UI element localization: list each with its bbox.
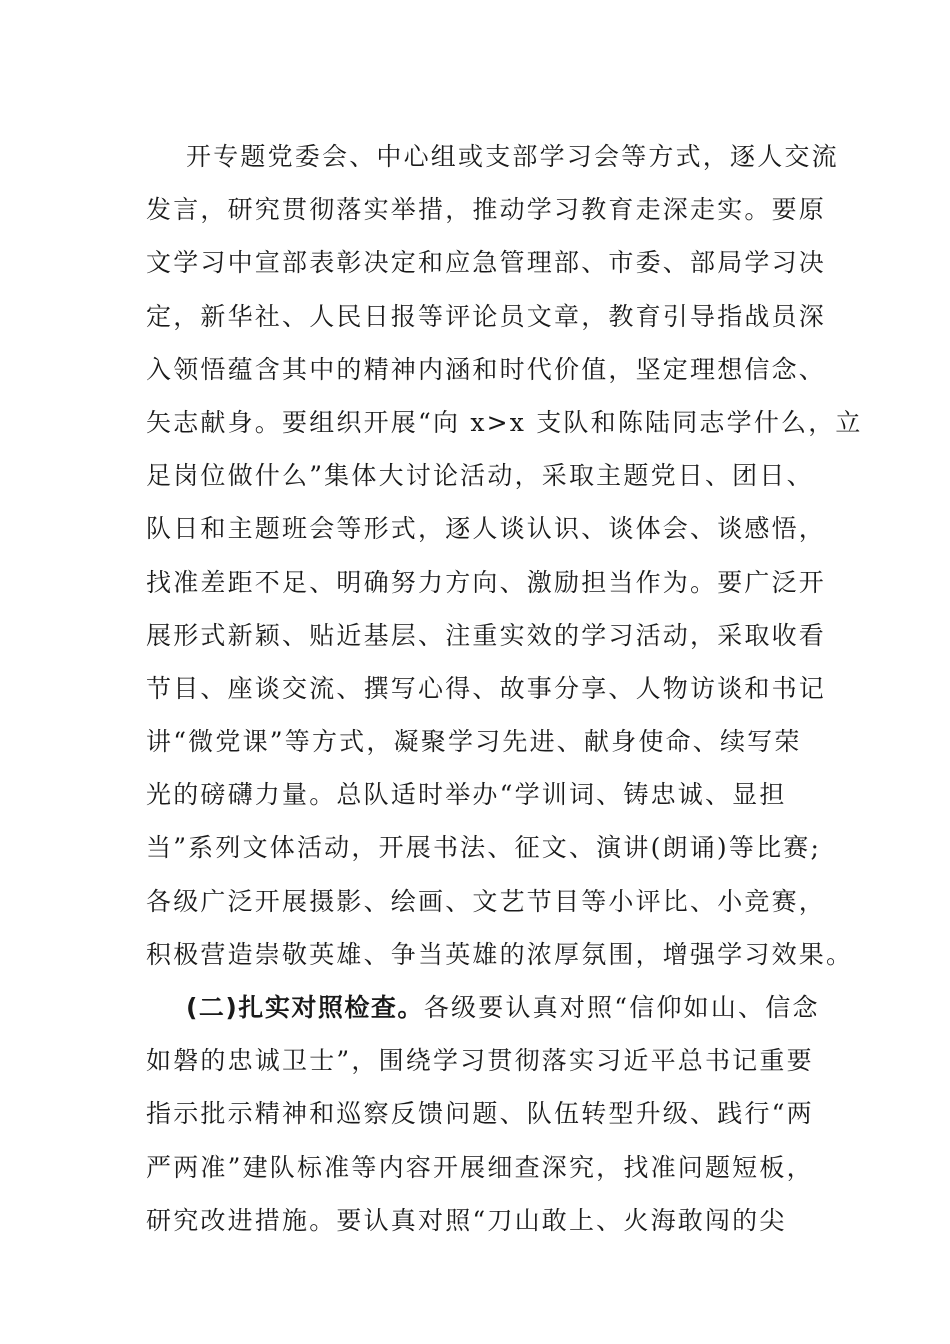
paragraph-line: 积极营造崇敬英雄、争当英雄的浓厚氛围，增强学习效果。 — [146, 939, 854, 969]
paragraph-line: 开专题党委会、中心组或支部学习会等方式，逐人交流 — [186, 142, 839, 171]
paragraph-line: 研究改进措施。要认真对照“刀山敢上、火海敢闯的尖 — [146, 1205, 787, 1235]
paragraph-line: 各级广泛开展摄影、绘画、文艺节目等小评比、小竞赛， — [146, 886, 827, 916]
paragraph-line: 队日和主题班会等形式，逐人谈认识、谈体会、谈感悟， — [146, 514, 827, 544]
paragraph-line: 矢志献身。要组织开展“向 x>x 支队和陈陆同志学什么，立 — [146, 407, 863, 437]
paragraph-line: 节目、座谈交流、撰写心得、故事分享、人物访谈和书记 — [146, 673, 827, 703]
paragraph-line: 入领悟蕴含其中的精神内涵和时代价值，坚定理想信念、 — [146, 354, 827, 384]
paragraph-line: 找准差距不足、明确努力方向、激励担当作为。要广泛开 — [146, 567, 827, 597]
paragraph-line: 指示批示精神和巡察反馈问题、队伍转型升级、践行“两 — [146, 1099, 814, 1129]
section-2-first-line-text: 各级要认真对照“信仰如山、信念 — [423, 993, 820, 1022]
paragraph-line: 当”系列文体活动，开展书法、征文、演讲(朗诵)等比赛; — [146, 833, 822, 863]
paragraph-line: 如磐的忠诚卫士”，围绕学习贯彻落实习近平总书记重要 — [146, 1046, 814, 1076]
paragraph-line: 定，新华社、人民日报等评论员文章，教育引导指战员深 — [146, 301, 827, 331]
paragraph-line: 足岗位做什么”集体大讨论活动，采取主题党日、团日、 — [146, 461, 814, 491]
paragraph-line: 展形式新颖、贴近基层、注重实效的学习活动，采取收看 — [146, 620, 827, 650]
section-2-first-line — [146, 981, 818, 1034]
body-text — [146, 130, 863, 1247]
paragraph-line: 光的磅礴力量。总队适时举办“学训词、铸忠诚、显担 — [146, 780, 787, 810]
paragraph-line: 文学习中宣部表彰决定和应急管理部、市委、部局学习决 — [146, 248, 827, 278]
paragraph-line: 严两准”建队标准等内容开展细查深究，找准问题短板， — [146, 1152, 814, 1182]
paragraph-line: 讲“微党课”等方式，凝聚学习先进、献身使命、续写荣 — [146, 727, 802, 757]
section-2-heading: (二)扎实对照检查。 — [186, 993, 424, 1022]
paragraph-line: 发言，研究贯彻落实举措，推动学习教育走深走实。要原 — [146, 195, 827, 225]
